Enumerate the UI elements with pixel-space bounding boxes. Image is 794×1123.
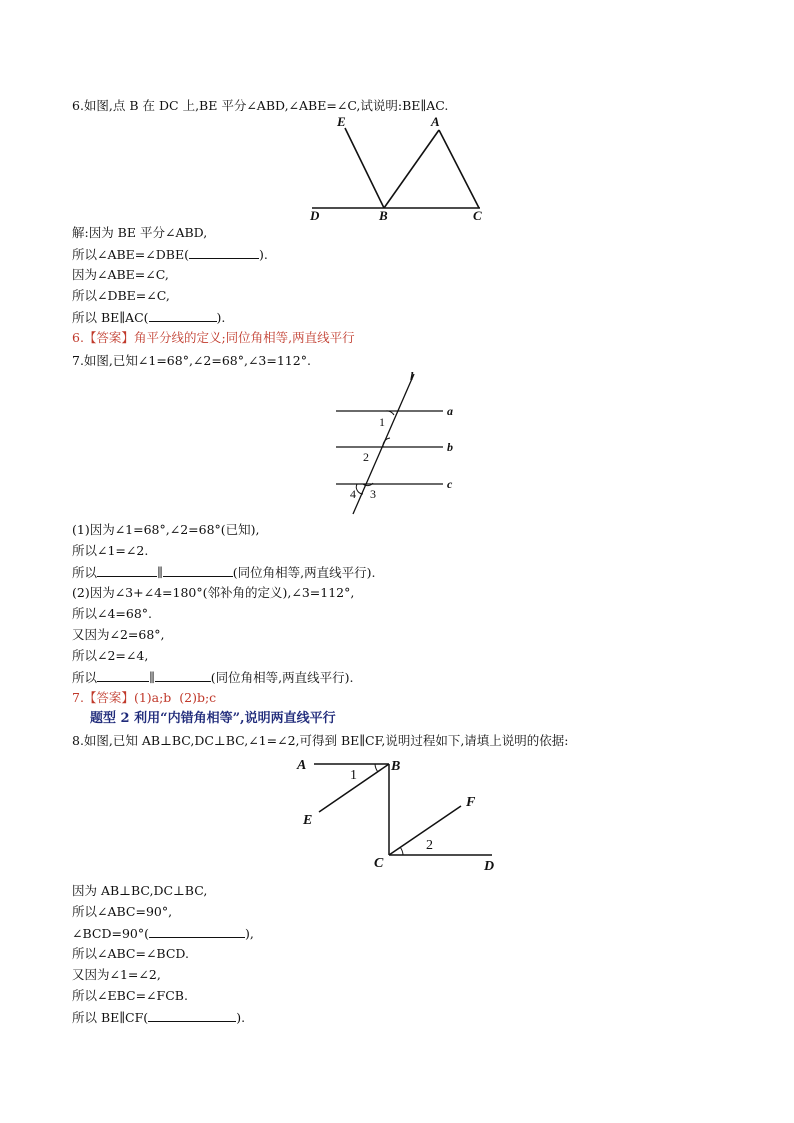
- q7-question: 7.如图,已知∠1=68°,∠2=68°,∠3=112°.: [72, 353, 311, 368]
- q6-sol5-pre: 所以 BE∥AC(: [72, 310, 149, 325]
- q6-label-D: D: [310, 208, 320, 223]
- q7-p13-post: (同位角相等,两直线平行).: [232, 565, 376, 580]
- q7-label-l: l: [410, 369, 414, 383]
- q7-part1-line-2: 所以∠1=∠2.: [72, 543, 149, 558]
- q8-label-C: C: [374, 856, 384, 871]
- q8-l7-post: ).: [236, 1010, 246, 1025]
- q7-p13-mid: ∥: [157, 565, 163, 580]
- q8-l3-post: ),: [244, 926, 254, 941]
- q6-solution-line-2: [72, 246, 268, 263]
- q8-label-E: E: [303, 813, 313, 828]
- q7-blank-4[interactable]: [155, 669, 211, 682]
- q7-p25-mid: ∥: [149, 670, 155, 685]
- q8-angle-2: 2: [426, 838, 433, 853]
- q7-answer-text: (1)a;b (2)b;c: [133, 690, 217, 705]
- q8-line-2: 所以∠ABC=90°,: [72, 904, 173, 919]
- q8-question: 8.如图,已知 AB⊥BC,DC⊥BC,∠1=∠2,可得到 BE∥CF,说明过程如下,请填上说明的依据:: [72, 733, 569, 748]
- q7-answer-tag: 7.【答案】: [72, 690, 134, 705]
- q8-angle-1: 1: [350, 768, 357, 783]
- q7-part1-line-1: (1)因为∠1=68°,∠2=68°(已知),: [72, 522, 260, 537]
- q7-part2-line-4: 所以∠2=∠4,: [72, 648, 149, 663]
- q7-p13-pre: 所以: [72, 565, 98, 580]
- q7-part1-line-3: [72, 564, 376, 581]
- q8-blank-1[interactable]: [149, 925, 245, 938]
- q6-blank-1[interactable]: [189, 246, 259, 259]
- q8-line-3: [72, 925, 254, 942]
- q7-angle-3: 3: [370, 487, 376, 501]
- q7-part2-line-2: 所以∠4=68°.: [72, 606, 153, 621]
- q7-angle-1: 1: [379, 415, 385, 429]
- q8-l7-pre: 所以 BE∥CF(: [72, 1010, 149, 1025]
- q7-p25-pre: 所以: [72, 670, 98, 685]
- q6-solution-line-3: 因为∠ABE=∠C,: [72, 267, 169, 282]
- q6-label-E: E: [337, 114, 346, 129]
- q7-part2-line-5: [72, 669, 354, 686]
- q8-l3-pre: ∠BCD=90°(: [72, 926, 149, 941]
- q7-blank-2[interactable]: [163, 564, 233, 577]
- q8-label-A: A: [297, 758, 307, 773]
- q8-label-B: B: [391, 759, 401, 774]
- q6-sol5-post: ).: [216, 310, 226, 325]
- q7-angle-2: 2: [363, 450, 369, 464]
- q7-label-c: c: [447, 477, 453, 491]
- q8-line-4: 所以∠ABC=∠BCD.: [72, 946, 189, 961]
- q7-blank-3[interactable]: [97, 669, 149, 682]
- q7-label-b: b: [447, 440, 453, 454]
- q6-solution-line-5: [72, 309, 225, 326]
- q7-label-a: a: [447, 404, 453, 418]
- q6-answer: [72, 330, 355, 346]
- q6-answer-text: 角平分线的定义;同位角相等,两直线平行: [133, 330, 355, 345]
- q6-solution-line-4: 所以∠DBE=∠C,: [72, 288, 170, 303]
- q6-question: 6.如图,点 B 在 DC 上,BE 平分∠ABD,∠ABE=∠C,试说明:BE∥AC.: [72, 98, 449, 113]
- q7-answer: [72, 690, 216, 706]
- q7-part2-line-3: 又因为∠2=68°,: [72, 627, 165, 642]
- q6-blank-2[interactable]: [149, 309, 217, 322]
- q8-label-D: D: [484, 859, 495, 874]
- q8-line-7: [72, 1009, 245, 1026]
- q6-label-C: C: [473, 208, 482, 223]
- q7-part2-line-1: (2)因为∠3+∠4=180°(邻补角的定义),∠3=112°,: [72, 585, 355, 600]
- q6-solution-line-1: 解:因为 BE 平分∠ABD,: [72, 225, 208, 240]
- q8-line-1: 因为 AB⊥BC,DC⊥BC,: [72, 883, 208, 898]
- q7-p25-post: (同位角相等,两直线平行).: [210, 670, 354, 685]
- q6-label-A: A: [431, 114, 440, 129]
- q7-angle-4: 4: [350, 487, 356, 501]
- q7-figure: [330, 368, 470, 518]
- q6-answer-tag: 6.【答案】: [72, 330, 134, 345]
- q7-blank-1[interactable]: [97, 564, 157, 577]
- q8-label-F: F: [466, 795, 476, 810]
- q8-line-6: 所以∠EBC=∠FCB.: [72, 988, 188, 1003]
- q8-line-5: 又因为∠1=∠2,: [72, 967, 161, 982]
- q6-sol2-post: ).: [258, 247, 268, 262]
- q6-figure: [300, 112, 500, 227]
- q6-sol2-pre: 所以∠ABE=∠DBE(: [72, 247, 189, 262]
- q8-blank-2[interactable]: [148, 1009, 236, 1022]
- section-title: 题型 2 利用“内错角相等”,说明两直线平行: [90, 711, 336, 726]
- q6-label-B: B: [379, 208, 388, 223]
- q8-figure: [292, 752, 504, 874]
